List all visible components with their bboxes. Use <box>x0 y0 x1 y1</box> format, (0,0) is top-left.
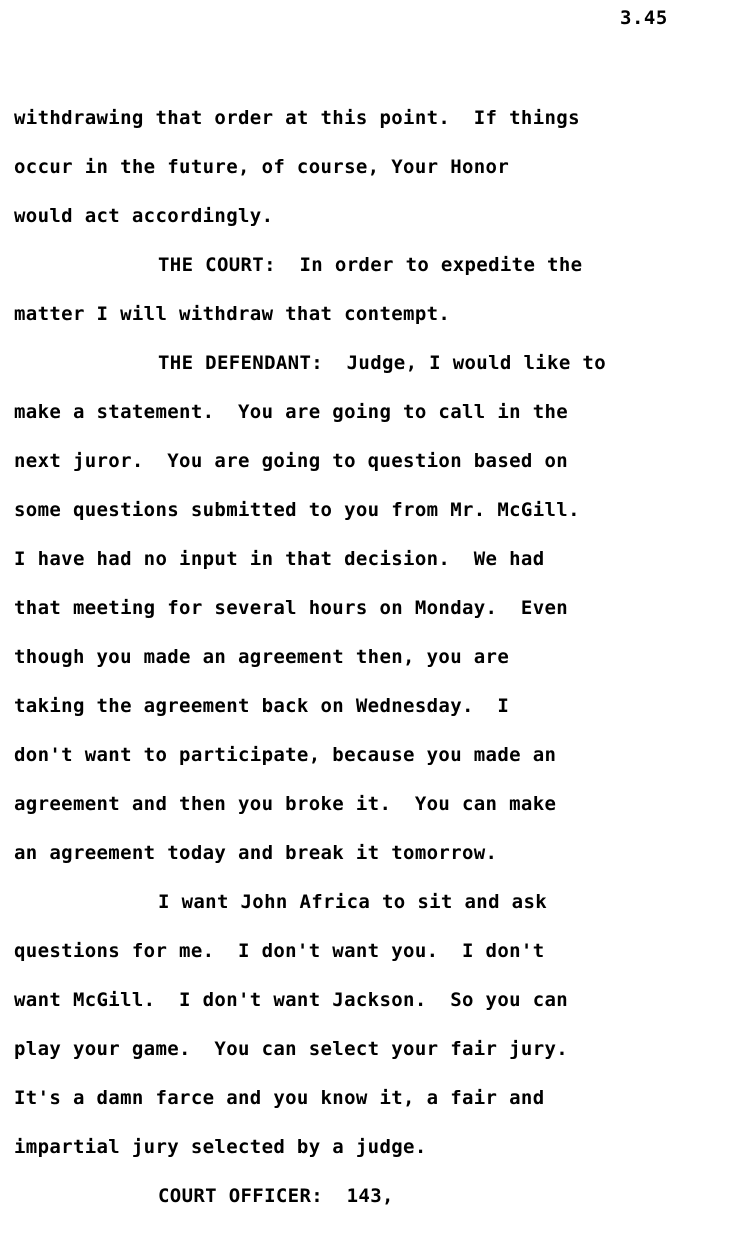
transcript-line: questions for me. I don't want you. I don't <box>14 940 545 962</box>
transcript-line: some questions submitted to you from Mr. McGill. <box>14 499 580 521</box>
speaker-line-the-defendant: THE DEFENDANT: Judge, I would like to <box>158 352 606 374</box>
transcript-line: would act accordingly. <box>14 205 274 227</box>
transcript-line: though you made an agreement then, you are <box>14 646 510 668</box>
transcript-line: taking the agreement back on Wednesday. I <box>14 695 510 717</box>
speaker-line-court-officer: COURT OFFICER: 143, <box>158 1185 394 1207</box>
transcript-line: want McGill. I don't want Jackson. So you can <box>14 989 569 1011</box>
transcript-line: an agreement today and break it tomorrow. <box>14 842 498 864</box>
paragraph-start-line: I want John Africa to sit and ask <box>158 891 548 913</box>
transcript-line: impartial jury selected by a judge. <box>14 1136 427 1158</box>
speaker-line-the-court: THE COURT: In order to expedite the <box>158 254 583 276</box>
transcript-body <box>14 102 744 1229</box>
transcript-line: play your game. You can select your fair jury. <box>14 1038 569 1060</box>
transcript-line: withdrawing that order at this point. If things <box>14 107 580 129</box>
transcript-line: matter I will withdraw that contempt. <box>14 303 451 325</box>
transcript-line: It's a damn farce and you know it, a fair and <box>14 1087 545 1109</box>
page-number: 3.45 <box>620 7 668 29</box>
transcript-line: agreement and then you broke it. You can make <box>14 793 557 815</box>
transcript-line: I have had no input in that decision. We had <box>14 548 545 570</box>
transcript-line: make a statement. You are going to call in the <box>14 401 569 423</box>
transcript-line: occur in the future, of course, Your Honor <box>14 156 510 178</box>
transcript-line: next juror. You are going to question based on <box>14 450 569 472</box>
transcript-line: that meeting for several hours on Monday. Even <box>14 597 569 619</box>
transcript-line: don't want to participate, because you made an <box>14 744 557 766</box>
